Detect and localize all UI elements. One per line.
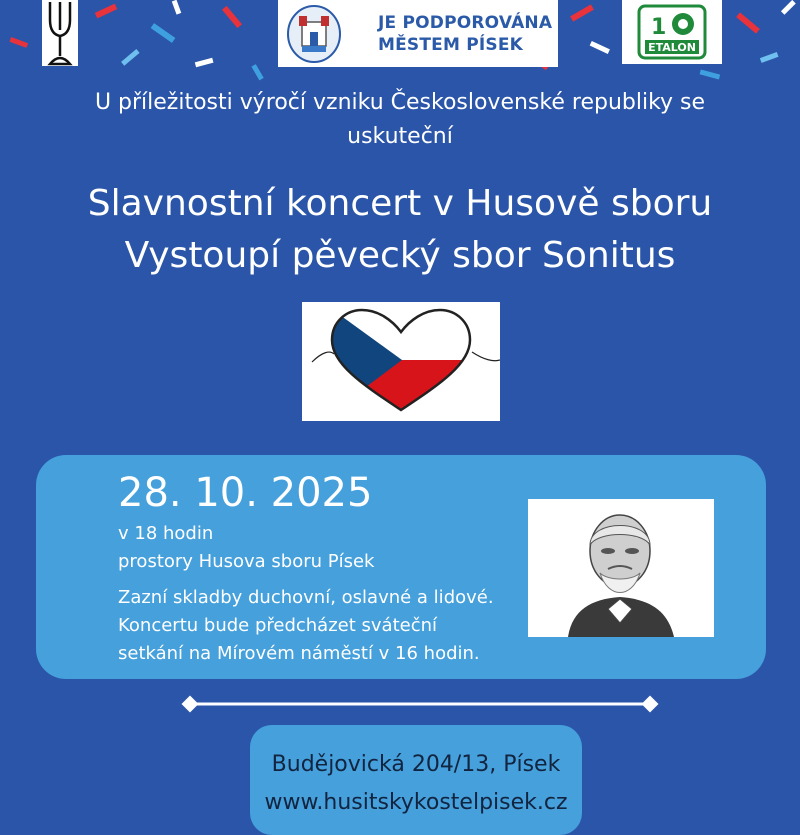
program-line-1: Zazní skladby duchovní, oslavné a lidové.: [118, 587, 494, 608]
sponsor-line-1: JE PODPOROVÁNA: [378, 12, 553, 33]
chalice-icon: [40, 0, 80, 68]
sponsor-line-2: MĚSTEM PÍSEK: [378, 34, 524, 55]
czech-flag-heart-icon: [302, 302, 500, 421]
website-link[interactable]: www.husitskykostelpisek.cz: [264, 790, 568, 815]
event-info-card: [36, 455, 766, 679]
address-street: Budějovická 204/13, Písek: [271, 752, 561, 777]
portrait-image: [528, 499, 714, 637]
intro-line-1: U příležitosti výročí vzniku Československé republiky se: [94, 90, 706, 115]
address-card: [250, 725, 582, 835]
intro-line-2: uskuteční: [347, 124, 453, 149]
headline-line-2: Vystoupí pěvecký sbor Sonitus: [124, 235, 676, 276]
etalon-label: ETALON: [648, 41, 696, 54]
headline-line-1: Slavnostní koncert v Husově sboru: [87, 183, 713, 224]
etalon-emblem-icon: [637, 4, 707, 60]
city-crest-icon: [286, 4, 342, 64]
etalon-number: 1: [651, 15, 667, 40]
portrait-illustration: [528, 499, 714, 637]
section-divider: [180, 694, 660, 714]
concert-headline: [20, 178, 780, 282]
intro-text: [40, 86, 760, 154]
sponsor-logo: [278, 0, 558, 67]
event-venue: prostory Husova sboru Písek: [118, 551, 375, 572]
flag-heart-image: [302, 302, 500, 421]
event-time: v 18 hodin: [118, 523, 214, 544]
event-date: 28. 10. 2025: [118, 470, 373, 516]
program-line-3: setkání na Mírovém náměstí v 16 hodin.: [118, 643, 480, 664]
etalon-logo: [622, 0, 722, 64]
sponsor-text: [378, 12, 552, 56]
program-line-2: Koncertu bude předcházet sváteční: [118, 615, 438, 636]
